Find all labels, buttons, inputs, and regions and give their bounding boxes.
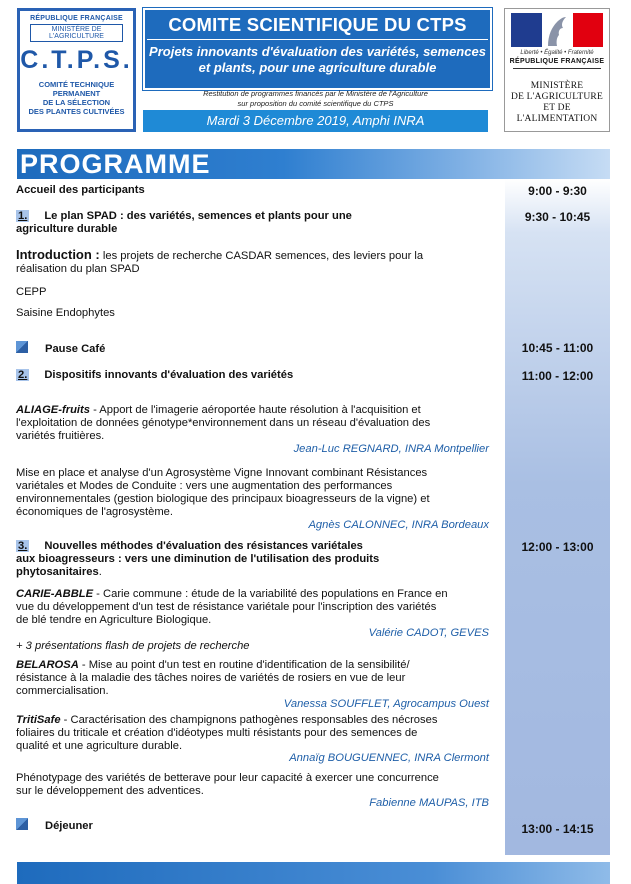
section-2-title [16,369,496,382]
project-text-line: Mise en place et analyse d'un Agrosystème Vigne Innovant combinant Résistances [16,467,428,479]
intro-text-line: réalisation du plan SPAD [16,263,140,275]
project-text-line: Phénotypage des variétés de betterave pour leur capacité à exercer une concurrence [16,772,439,784]
project-text-line: économiques de l'agrosystème. [16,506,173,518]
ctps-subtitle-line: DES PLANTES CULTIVÉES [28,107,125,116]
accueil-time: 9:00 - 9:30 [528,184,587,198]
author-calonnec: Agnès CALONNEC, INRA Bordeaux [308,519,489,531]
ctps-acronym: C.T.P.S. [20,46,133,74]
title-divider [147,39,488,40]
rf-motto: Liberté • Égalité • Fraternité [520,50,594,56]
square-bullet-icon [16,818,28,830]
title-banner [143,8,492,90]
ctps-republique: RÉPUBLIQUE FRANÇAISE [30,15,123,22]
section-3-title-suffix: . [98,566,102,578]
section-2-title-text: Dispositifs innovants d'évaluation des variétés [44,369,294,381]
square-bullet-icon [16,341,28,353]
ctps-subtitle [20,80,133,116]
ctps-subtitle-line: COMITÉ TECHNIQUE [38,80,115,89]
programme-heading: PROGRAMME [20,149,211,179]
flag-blue-band [511,13,542,47]
rf-ministere-line: L'ALIMENTATION [516,114,598,124]
ctps-subtitle-line: PERMANENT [52,89,101,98]
project-text-line: foliaires du triticale et création d'idéotypes multi résistants pour des semences de [16,727,418,739]
footer-bar [17,862,610,884]
project-name: ALIAGE-fruits [16,404,90,416]
flag-white-band [542,13,573,47]
project-betterave [16,772,496,798]
project-text-line: qualité et une agriculture durable. [16,740,183,752]
accueil-label: Accueil des participants [16,184,145,196]
section-number: 1. [18,210,28,222]
intro-text-line: les projets de recherche CASDAR semences, des leviers pour la [99,250,424,262]
restitution-line: Restitution de programmes financés par le Ministère de l'Agriculture [203,89,428,98]
section-1-item-endophytes: Saisine Endophytes [16,307,115,319]
ctps-subtitle-line: DE LA SÉLECTION [42,98,111,107]
republique-francaise-logo [504,8,610,132]
rf-ministere-line: MINISTÈRE [530,81,584,91]
project-text-line: - Apport de l'imagerie aéroportée haute résolution à l'acquisition et [89,404,421,416]
project-text-line: variétales et Modes de Conduite : vers une augmentation des performances [16,480,393,492]
project-name: TritiSafe [16,714,61,726]
author-soufflet: Vanessa SOUFFLET, Agrocampus Ouest [283,698,489,710]
project-aliage [16,404,496,443]
author-regnard: Jean-Luc REGNARD, INRA Montpellier [293,443,489,455]
section-3-title-line: aux bioagresseurs : vers une diminution de l'utilisation des produits [16,553,380,565]
project-carie-abble [16,588,496,627]
section-number: 2. [18,369,28,381]
french-flag-icon [511,13,603,47]
project-text-line: vue du développement d'un test de résistance variétale pour l'inscription des variétés [16,601,437,613]
subtitle-line: Projets innovants d'évaluation des variétés, semences [149,44,486,59]
section-3-title-line: phytosanitaires [16,566,99,578]
project-text-line: variétés fruitières. [16,430,105,442]
restitution-note [143,89,488,109]
rf-ministere [505,81,609,125]
author-bouguennec: Annaïg BOUGUENNEC, INRA Clermont [289,752,489,764]
subtitle-line: et plants, pour une agriculture durable [198,60,437,75]
project-name: CARIE-ABBLE [16,588,94,600]
page-subtitle [145,44,490,76]
project-text-line: l'exploitation de données génotype*environnement dans un réseau d'évaluation des [16,417,431,429]
section-1-intro [16,248,496,276]
project-vigne [16,467,496,519]
section-2-time: 11:00 - 12:00 [521,369,594,383]
section-1-title-line: agriculture durable [16,223,118,235]
project-text-line: environnementales (gestion biologique des principaux bioagresseurs de la vigne) et [16,493,430,505]
section-number: 3. [18,540,28,552]
event-date: Mardi 3 Décembre 2019, Amphi INRA [143,110,488,132]
dejeuner-label: Déjeuner [45,820,93,832]
section-3-title [16,540,496,579]
pause-cafe [16,341,496,356]
project-text-line: sur le développement des adventices. [16,785,204,797]
section-3-title-line: Nouvelles méthodes d'évaluation des résistances variétales [44,540,363,552]
dejeuner-time: 13:00 - 14:15 [521,822,594,836]
section-1-item-cepp: CEPP [16,286,47,298]
flag-red-band [573,13,604,47]
programme-band [17,149,610,179]
project-text-line: résistance à la maladie des tâches noires de variétés de rosiers en vue de leur [16,672,406,684]
flash-presentations: + 3 présentations flash de projets de recherche [16,640,250,652]
rf-republique: RÉPUBLIQUE FRANÇAISE [509,58,605,65]
project-text-line: commercialisation. [16,685,109,697]
author-cadot: Valérie CADOT, GEVES [368,627,489,639]
dejeuner [16,818,496,833]
marianne-icon [542,13,573,47]
ctps-ministere: MINISTÈRE DE L'AGRICULTURE [30,24,123,42]
project-text-line: de blé tendre en Agriculture Biologique. [16,614,212,626]
rf-ministere-line: DE L'AGRICULTURE [511,92,603,102]
restitution-line: sur proposition du comité scientifique du CTPS [237,99,394,108]
pause-time: 10:45 - 11:00 [521,341,594,355]
section-1-title [16,210,496,236]
pause-label: Pause Café [45,343,106,355]
project-text-line: - Carie commune : étude de la variabilité des populations en France en [93,588,448,600]
project-text-line: - Mise au point d'un test en routine d'identification de la sensibilité/ [78,659,410,671]
project-text-line: - Caractérisation des champignons pathogènes responsables des nécroses [60,714,438,726]
section-1-title-line: Le plan SPAD : des variétés, semences et plants pour une [44,210,352,222]
page-title: COMITE SCIENTIFIQUE DU CTPS [168,14,467,35]
section-3-time: 12:00 - 13:00 [521,540,594,554]
project-belarosa [16,659,496,698]
project-name: BELAROSA [16,659,79,671]
ctps-logo [17,8,136,132]
project-tritisafe [16,714,496,753]
intro-label: Introduction : [16,247,100,262]
rf-divider [513,68,601,69]
author-maupas: Fabienne MAUPAS, ITB [369,797,489,809]
time-column [505,179,610,855]
section-1-time: 9:30 - 10:45 [524,210,591,224]
rf-ministere-line: ET DE [543,103,571,113]
